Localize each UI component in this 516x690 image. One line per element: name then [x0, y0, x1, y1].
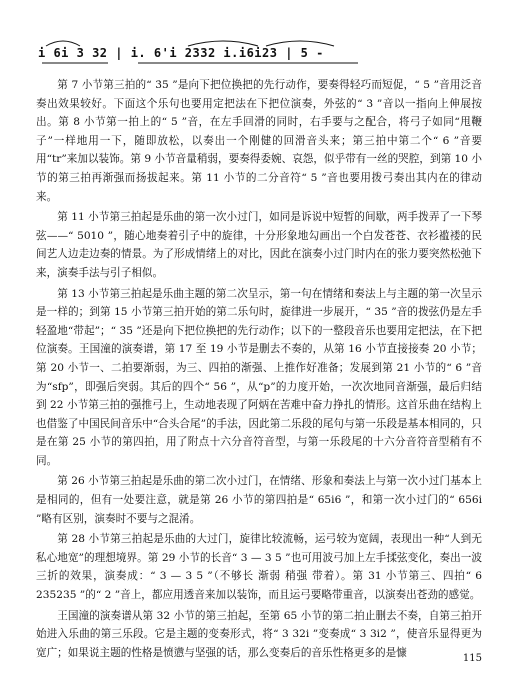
paragraph: 第 13 小节第三拍起是乐曲主题的第二次呈示，第一句在情绪和奏法上与主题的第一次呈示是一样的；到第 15 小节第三拍开始的第二乐句时，旋律进一步展开，“ 3̇5̇ ”音的拨弦仍是左手轻盈地“带起”；“ 3̇5̇ ”还是向下把位换把的先行动作；以下的一整段音乐也要用定把法，在下把位演奏。王国潼的演奏谱，第 17 至 19 小节是删去不奏的，从第 16 小节直接接奏 20 小节；第 20 小节一、二拍要渐弱，为三、四拍的渐强、上推作好准备；发展到第 21 小节的“ 6̇ ”音为“sfp”，即强后突弱。其后的四个“ 5̇6̇ ”，从“p”的力度开始，一次次地同音渐强，最后归结到 22 小节第三拍的强推弓上，生动地表现了阿炳在苦难中奋力挣扎的情形。这首乐曲在结构上也借鉴了中国民间音乐中“合头合尾”的手法，因此第二乐段的尾句与第一乐段是基本相同的，只是在第 25 小节的第四拍，用了附点十六分音符音型，与第一乐段尾的十六分音符音型稍有不同。 [36, 287, 482, 467]
page-body-text [36, 76, 482, 662]
jianpu-score-excerpt [38, 36, 438, 66]
paragraph: 第 7 小节第三拍的“ 3̇5̇ ”是向下把位换把的先行动作，要奏得轻巧而短促，“ 5̇ ”音用泛音奏出效果较好。下面这个乐句也要用定把法在下把位演奏，外弦的“ 3̇ ”音以一指向上伸展按出。第 8 小节第一拍上的“ 5̇ ”音，在左手回滑的同时，右手要与之配合，将弓子如同“甩鞭子”一样地用一下，随即放松，以奏出一个刚健的回滑音头来；第三拍中第二个“ 6̇ ”音要用“tr”来加以装饰。第 9 小节音量稍弱，要奏得委婉、哀怨，似乎带有一丝的哭腔，到第 10 小节的第三拍再渐强而扬拔起来。第 11 小节的二分音符“ 5̇ ”音也要用拨弓奏出其内在的律动来。 [36, 79, 482, 203]
paragraph: 王国潼的演奏谱从第 32 小节的第三拍起，至第 65 小节的第二拍止删去不奏，自第三拍开始进入乐曲的第三乐段。它是主题的变奏形式，将“ 3 32i ”变奏成“ 3 3i2 ”，使音乐显得更为宽广；如果说主题的性格是愤懑与坚强的话，那么变奏后的音乐性格更多的是慷 [36, 609, 482, 659]
score-notes: i 6i 3 32 | i. 6'i 2332 i.i6i23 | 5 - [38, 46, 324, 60]
paragraph: 第 28 小节第三拍起是乐曲的大过门，旋律比较流畅，运弓较为宽阔，表现出一种“人到无私心地宽”的理想境界。第 29 小节的长音“ 3 — 3 5 ”也可用波弓加上左手揉弦变化，奏出一波三折的效果，演奏成：“ 3 — 3 5 ”（不够长 渐弱 稍强 带着）。第 31 小节第三、四拍“ 6 235235 ”的“ 2 ”音上，都应用透音来加以装饰，而且运弓要略带重音，以演奏出苍劲的感觉。 [36, 533, 482, 602]
page-number: 115 [462, 653, 482, 664]
paragraph: 第 11 小节第三拍起是乐曲的第一次小过门，如同是诉说中短暂的间歇，两手拨弄了一下琴弦——“ 5010 ”，随心地奏着引子中的旋律，十分形象地勾画出一个白发苍苍、衣衫褴褛的民间艺人边走边奏的情景。为了形成情绪上的对比，因此在演奏小过门时内在的张力要突然松弛下来，演奏手法与引子相似。 [36, 211, 482, 279]
paragraph: 第 26 小节第三拍起是乐曲的第二次小过门，在情绪、形象和奏法上与第一次小过门基本上是相同的，但有一处要注意，就是第 26 小节的第四拍是“ 65i6 ”，和第一次小过门的“ 656i ”略有区别，演奏时不要与之混淆。 [36, 475, 482, 525]
